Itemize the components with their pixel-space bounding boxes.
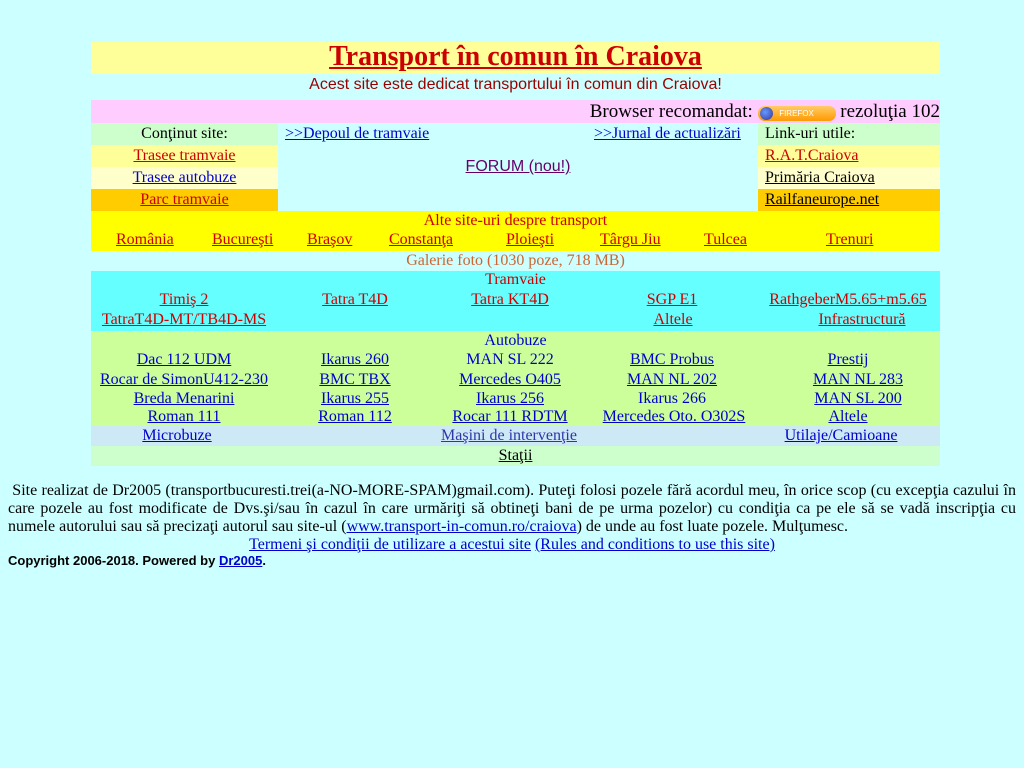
content-item-trasee-tramvaie (91, 145, 278, 167)
links-item-railfan (758, 189, 940, 211)
page-title-link[interactable]: Transport în comun în Craiova (329, 41, 702, 72)
site-link-targu-jiu[interactable]: Târgu Jiu (600, 231, 661, 248)
footer-text-before: Site realizat de Dr2005 (transportbucuresti.trei(a-NO-MORE-SPAM)gmail.com). Puteţi folosi pozele fără acordul meu, în orice scop (cu excepţia cazului în care pozele au fost modificate de Dvs.şi/sau în cazul în care urmăriţi să obtineţi bani de pe urma pozelor) cu condiţia ca pe ele să se vadă inscripţia cu numele autorului sau să precizaţi autorul sau site-ul ( (8, 482, 1016, 535)
site-url-link[interactable]: www.transport-in-comun.ro/craiova (346, 518, 577, 535)
site-link-brasov[interactable]: Braşov (307, 231, 353, 248)
forum-cell (278, 156, 758, 178)
bus-link-mercedes-o405[interactable]: Mercedes O405 (459, 371, 561, 388)
bus-link-man-nl-202[interactable]: MAN NL 202 (626, 371, 718, 388)
bus-link-rocar-simon[interactable]: Rocar de SimonU412-230 (100, 371, 268, 388)
links-item-primaria (758, 167, 940, 189)
site-link-romania[interactable]: România (116, 231, 174, 248)
other-sites-heading: Alte site-uri despre transport (423, 212, 608, 229)
content-heading: Conţinut site: (91, 123, 278, 145)
jurnal-cell (594, 123, 741, 145)
resolution-text: rezoluţia 102 (840, 101, 940, 122)
other-sites-links (91, 231, 940, 251)
other-sites-section (91, 211, 940, 251)
bus-link-rocar-111[interactable]: Rocar 111 RDTM (452, 408, 568, 425)
content-grid (91, 123, 940, 211)
site-link-bucuresti[interactable]: Bucureşti (212, 231, 274, 248)
gallery-caption: Galerie foto (1030 poze, 718 MB) (406, 252, 625, 269)
links-item-rat (758, 145, 940, 167)
bus-link-roman-112[interactable]: Roman 112 (318, 408, 392, 425)
statii-row (91, 446, 940, 466)
primaria-craiova-link[interactable]: Primăria Craiova (765, 169, 875, 186)
tram-link-tatra-kt4d[interactable]: Tatra KT4D (471, 291, 549, 308)
tram-section (91, 271, 940, 331)
bus-link-breda-menarini[interactable]: Breda Menarini (133, 390, 235, 407)
tram-link-timis-2[interactable]: Timiş 2 (159, 291, 209, 308)
site-link-ploiesti[interactable]: Ploieşti (506, 231, 555, 248)
bus-link-ikarus-256[interactable]: Ikarus 256 (476, 390, 544, 407)
bus-link-mercedes-o302s[interactable]: Mercedes Oto. O302S (602, 408, 746, 425)
bus-link-bmc-probus[interactable]: BMC Probus (629, 351, 715, 368)
firefox-badge-icon[interactable]: FIREFOX (758, 106, 836, 121)
interventie-link[interactable]: Maşini de intervenţie (441, 427, 577, 444)
firefox-globe-icon (760, 107, 773, 120)
tram-link-altele[interactable]: Altele (653, 311, 693, 328)
bus-link-altele[interactable]: Altele (828, 408, 868, 425)
copyright-period: . (262, 553, 266, 568)
bus-link-man-nl-283[interactable]: MAN NL 283 (812, 371, 904, 388)
depou-link[interactable]: >>Depoul de tramvaie (285, 125, 430, 142)
page-subtitle: Acest site este dedicat transportului în comun din Craiova! (309, 76, 722, 93)
bus-link-bmc-tbx[interactable]: BMC TBX (319, 371, 391, 388)
bus-link-prestij[interactable]: Prestij (827, 351, 869, 368)
bus-section (91, 331, 940, 426)
bus-label-ikarus-266: Ikarus 266 (638, 390, 706, 407)
railfaneurope-link[interactable]: Railfaneurope.net (765, 191, 880, 208)
terms-ro-link[interactable]: Termeni şi condiţii de utilizare a acestui site (249, 536, 531, 553)
links-heading: Link-uri utile: (758, 123, 940, 145)
bus-link-man-sl-200[interactable]: MAN SL 200 (814, 390, 902, 407)
bus-link-roman-111[interactable]: Roman 111 (147, 408, 221, 425)
bus-heading: Autobuze (484, 332, 547, 349)
content-item-trasee-autobuze (91, 167, 278, 189)
jurnal-link[interactable]: >>Jurnal de actualizări (594, 125, 741, 142)
statii-link[interactable]: Staţii (498, 447, 533, 464)
utilaje-link[interactable]: Utilaje/Camioane (784, 427, 898, 444)
tram-link-infrastructura[interactable]: Infrastructură (818, 311, 906, 328)
tram-link-sgp-e1[interactable]: SGP E1 (646, 291, 698, 308)
tram-link-tatra-t4d-mt[interactable]: TatraT4D-MT/TB4D-MS (101, 311, 267, 328)
microbuze-link[interactable]: Microbuze (142, 427, 212, 444)
bus-link-dac-112[interactable]: Dac 112 UDM (136, 351, 232, 368)
site-link-trenuri[interactable]: Trenuri (826, 231, 874, 248)
site-link-tulcea[interactable]: Tulcea (704, 231, 747, 248)
bus-label-man-sl-222: MAN SL 222 (466, 351, 554, 368)
main-layout (91, 42, 940, 466)
rat-craiova-link[interactable]: R.A.T.Craiova (765, 147, 859, 164)
copyright (8, 553, 266, 568)
author-link[interactable]: Dr2005 (218, 553, 263, 568)
site-link-constanta[interactable]: Constanţa (389, 231, 453, 248)
misc-row (91, 426, 940, 446)
trasee-tramvaie-link[interactable]: Trasee tramvaie (133, 147, 236, 164)
forum-link[interactable]: FORUM (nou!) (465, 158, 571, 175)
content-item-parc-tramvaie (91, 189, 278, 211)
tram-link-tatra-t4d[interactable]: Tatra T4D (322, 291, 388, 308)
browser-label: Browser recomandat: (589, 101, 753, 122)
depou-cell (285, 123, 429, 145)
bus-link-ikarus-260[interactable]: Ikarus 260 (321, 351, 389, 368)
tram-heading: Tramvaie (485, 271, 546, 288)
title-bar (91, 42, 940, 74)
bus-link-ikarus-255[interactable]: Ikarus 255 (321, 390, 389, 407)
browser-recommendation (91, 100, 940, 123)
footer-text-after: ) de unde au fost luate pozele. Mulţumesc. (576, 518, 849, 535)
tram-link-rathgeber[interactable]: RathgeberM5.65+m5.65 (769, 291, 927, 308)
parc-tramvaie-link[interactable]: Parc tramvaie (140, 191, 229, 208)
terms-en-link[interactable]: (Rules and conditions to use this site) (534, 536, 775, 553)
footer-text (8, 482, 1016, 536)
terms-row (0, 536, 1024, 554)
copyright-text: Copyright 2006-2018. Powered by (8, 553, 216, 568)
trasee-autobuze-link[interactable]: Trasee autobuze (132, 169, 237, 186)
